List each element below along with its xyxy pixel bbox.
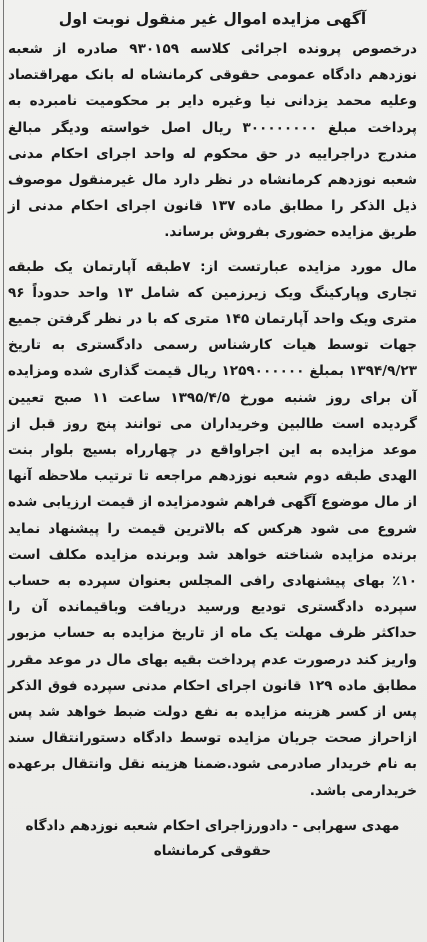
notice-title: آگهی مزایده اموال غیر منقول نوبت اول — [58, 10, 367, 28]
column-divider — [3, 0, 4, 942]
notice-signature: مهدی سهرابی - دادورزاجرای احکام شعبه نوزدهم دادگاه حقوقی کرمانشاه — [25, 817, 400, 859]
notice-paragraph-1: درخصوص پرونده اجرائی کلاسه ۹۳۰۱۵۹ صادره از شعبه نوزدهم دادگاه عمومی حقوقی کرمانشاه له بانک مهراقتصاد وعلیه محمد یزدانی نیا وغیره دایر بر محکومیت نامبرده به پرداخت مبلغ ۳۰۰۰۰۰۰۰۰ ریال اصل خواسته ودیگر مبالغ مندرج دراجراییه در حق محکوم له واحد اجرای احکام مدنی شعبه نوزدهم کرمانشاه در نظر دارد مال غیرمنقول موصوف ذیل الذکر را مطابق ماده ۱۳۷ قانون اجرای احکام مدنی از طریق مزایده حضوری بفروش برساند. — [8, 41, 417, 241]
notice-paragraph-2: مال مورد مزایده عبارتست از: ۷طبقه آپارتمان یک طبقه تجاری وپارکینگ ویک زیرزمین که شامل ۱۳ واحد حدوداً ۹۶ متری ویک واحد آپارتمان ۱۴۵ متری که با در نظر گرفتن جمیع جهات توسط هیات کارشناس رسمی دادگستری به تاریخ ۱۳۹۴/۹/۲۳ بمبلغ ۱۲۵۹۰۰۰۰۰۰ ریال قیمت گذاری شده ومزایده آن برای روز شنبه مورخ ۱۳۹۵/۴/۵ ساعت ۱۱ صبح تعیین گردیده است طالبین وخریداران می توانند پنج روز قبل از موعد مزایده به این اجراواقع در چهارراه بسیج بلوار بنت الهدی طبقه دوم شعبه نوزدهم مراجعه تا ترتیب ملاحظه آنها از مال موضوع آگهی فراهم شودمزایده از قیمت ارزیابی شده شروع می شود هرکس که بالاترین قیمت را پیشنهاد نماید برنده مزایده شناخته خواهد شد وبرنده مزایده مکلف است ۱۰٪ بهای پیشنهادی رافی المجلس بعنوان سپرده به حساب سپرده دادگستری تودیع ورسید دریافت وباقیمانده آن را حداکثر ظرف مهلت یک ماه از تاریخ مزایده به حساب مزبور واریز کند درصورت عدم پرداخت بقیه بهای مال در موعد مقرر مطابق ماده ۱۲۹ قانون اجرای احکام مدنی سپرده فوق الذکر پس از کسر هزینه مزایده به نفع دولت ضبط خواهد شد پس ازاحراز صحت جریان مزایده توسط دادگاه دستورانتقال سند به نام خریدار صادرمی شود.ضمنا هزینه نقل وانتقال برعهده خریدارمی باشد. — [8, 258, 417, 799]
